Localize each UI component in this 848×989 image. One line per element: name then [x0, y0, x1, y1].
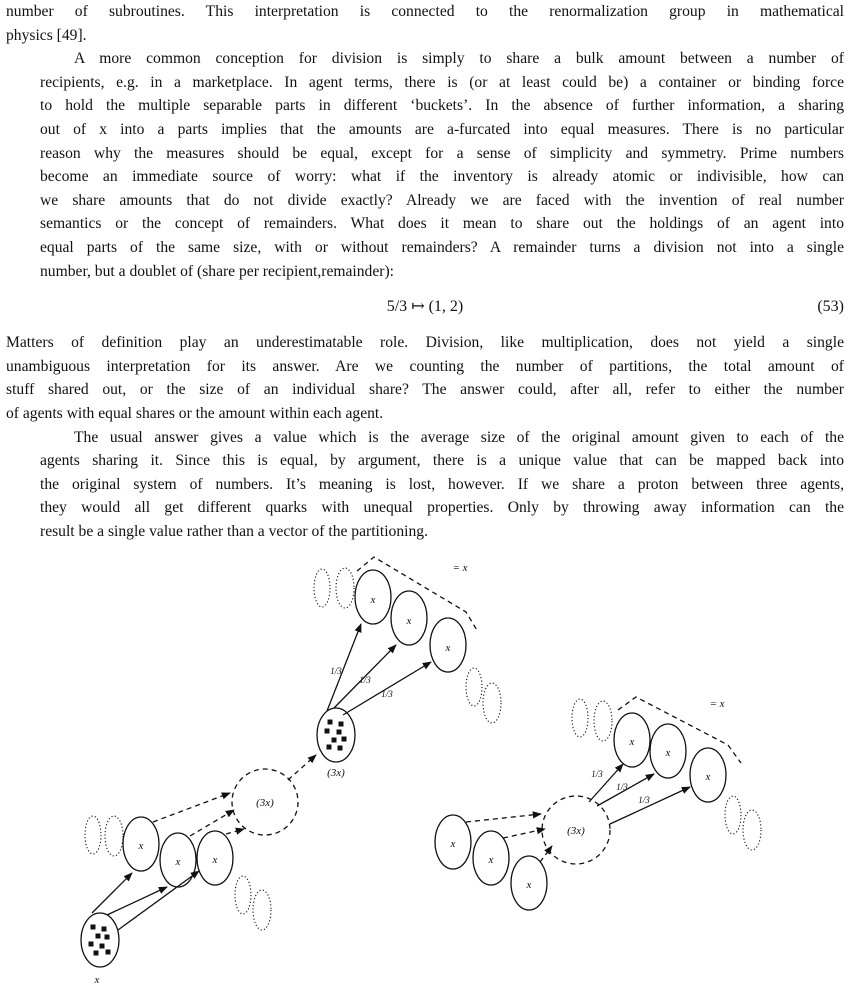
equation-lhs: 5/3: [386, 298, 408, 316]
text-line: A more common conception for division is simply to share a bulk amount between a number of: [74, 50, 844, 68]
paragraph: [6, 0, 844, 47]
text-line: Matters of definition play an underestimatable role. Division, like multiplication, does not yield a single: [6, 334, 844, 352]
aggregate-arrow: [226, 829, 244, 834]
text-line: become an immediate source of worry: what if the inventory is already atomic or indivisible, how can: [40, 168, 844, 186]
text-line: agents sharing it. Since this is equal, by argument, there is a unique value that can be mapped back into: [40, 452, 844, 470]
label-equals-x-right: = x: [709, 698, 725, 710]
share-arrow: [118, 871, 199, 930]
aggregate-arrow: [153, 793, 230, 822]
label-x: x: [445, 642, 451, 654]
paragraphs-after-equation: [6, 331, 844, 543]
placeholder-agent: [725, 796, 741, 834]
text-line: stuff shared out, or the size of an individual share? The answer could, after all, refer to either the number: [6, 381, 844, 399]
label-x: x: [370, 594, 376, 606]
text-line: they would all get different quarks with unequal properties. Only by throwing away information can the: [40, 499, 844, 517]
placeholder-agent: [594, 701, 612, 741]
label-x: x: [212, 854, 218, 866]
paragraph: [6, 47, 844, 283]
label-one-third: 1/3: [616, 782, 628, 792]
equation-arrow: ↦: [411, 298, 425, 316]
label-3x-right: (3x): [567, 825, 585, 837]
label-one-third: 1/3: [591, 769, 603, 779]
document-body: [6, 0, 844, 543]
text-line: semantics or the concept of remainders. What does it mean to share out the holdings of an agent into: [40, 215, 844, 233]
agent-content-dot: [327, 745, 332, 750]
placeholder-agent: [85, 816, 101, 854]
equation-expression: [6, 295, 844, 319]
placeholder-agent: [572, 699, 588, 737]
label-one-third: 1/3: [359, 675, 371, 685]
text-line: the original system of numbers. It’s meaning is lost, however. If we share a proton between three agents,: [40, 475, 844, 493]
text-line: we share amounts that do not divide exactly? Already we are faced with the invention of real number: [40, 191, 844, 209]
text-line: reason why the measures should be equal, except for a sense of simplicity and symmetry. Prime numbers: [40, 144, 844, 162]
label-x: x: [629, 736, 635, 748]
label-3x-left: (3x): [256, 797, 274, 809]
text-line: equal parts of the same size, with or without remainders? A remainder turns a division not into a single: [40, 238, 844, 256]
agent-content-dot: [339, 722, 344, 727]
aggregate-arrow: [466, 814, 541, 822]
agent-content-dot: [91, 925, 96, 930]
source-agent-left: [81, 913, 119, 967]
label-one-third: 1/3: [638, 795, 650, 805]
agent-content-dot: [338, 746, 343, 751]
label-x: x: [406, 615, 412, 627]
paragraph: [6, 331, 844, 425]
agent-content-dot: [332, 738, 337, 743]
text-line: number, but a doublet of (share per recipient,remainder):: [40, 262, 394, 280]
text-line: to hold the multiple separable parts in different ‘buckets’. In the absence of further information, a sharing: [40, 97, 844, 115]
agent-content-dot: [342, 737, 347, 742]
text-line: number of subroutines. This interpretation is connected to the renormalization group in mathematical: [6, 3, 844, 20]
placeholder-agent: [105, 816, 123, 856]
division-diagram: [0, 520, 848, 989]
text-line: result be a single value rather than a vector of the partitioning.: [40, 522, 428, 540]
agent-content-dot: [337, 730, 342, 735]
agent-content-dot: [102, 927, 107, 932]
source-agent-top: [317, 708, 355, 762]
agent-content-dot: [96, 934, 101, 939]
agent-content-dot: [89, 942, 94, 947]
label-x: x: [450, 838, 456, 850]
share-arrow: [92, 873, 132, 913]
label-x: x: [526, 879, 532, 891]
text-line: unambiguous interpretation for its answer. Are we counting the number of partitions, the total amount of: [6, 357, 844, 375]
text-line: The usual answer gives a value which is the average size of the original amount given to each of the: [74, 428, 844, 446]
label-one-third: 1/3: [330, 666, 342, 676]
text-line: of agents with equal shares or the amount within each agent.: [6, 404, 384, 422]
text-line: physics [49].: [6, 26, 87, 44]
label-x: x: [138, 840, 144, 852]
agent-content-dot: [106, 950, 111, 955]
label-x: x: [175, 856, 181, 868]
label-one-third: 1/3: [381, 689, 393, 699]
label-3x-top: (3x): [327, 767, 345, 779]
placeholder-agent: [743, 810, 761, 850]
label-equals-x-top: = x: [452, 562, 468, 574]
equation-number: (53): [817, 298, 844, 316]
text-line: recipients, e.g. in a marketplace. In agent terms, there is (or at least could be) a container or binding force: [40, 73, 844, 91]
paragraphs-before-equation: [6, 0, 844, 283]
placeholder-agent: [235, 876, 251, 914]
aggregate-arrow: [288, 755, 316, 780]
placeholder-agent: [314, 569, 330, 607]
label-x: x: [665, 747, 671, 759]
agent-content-dot: [100, 944, 105, 949]
agent-content-dot: [94, 951, 99, 956]
label-x: x: [705, 771, 711, 783]
agent-content-dot: [105, 935, 110, 940]
equation-53: [6, 283, 844, 331]
equation-rhs: (1, 2): [428, 298, 464, 316]
label-x: x: [488, 854, 494, 866]
aggregate-arrow: [503, 829, 545, 838]
agent-content-dot: [328, 720, 333, 725]
agent-content-dot: [325, 729, 330, 734]
label-x-source-left: x: [94, 974, 100, 986]
placeholder-agent: [336, 568, 354, 608]
placeholder-agent: [253, 890, 271, 930]
text-line: out of x into a parts implies that the amounts are a-furcated into equal measures. There is no particular: [40, 120, 844, 138]
placeholder-agent: [466, 668, 482, 706]
placeholder-agent: [483, 683, 501, 723]
